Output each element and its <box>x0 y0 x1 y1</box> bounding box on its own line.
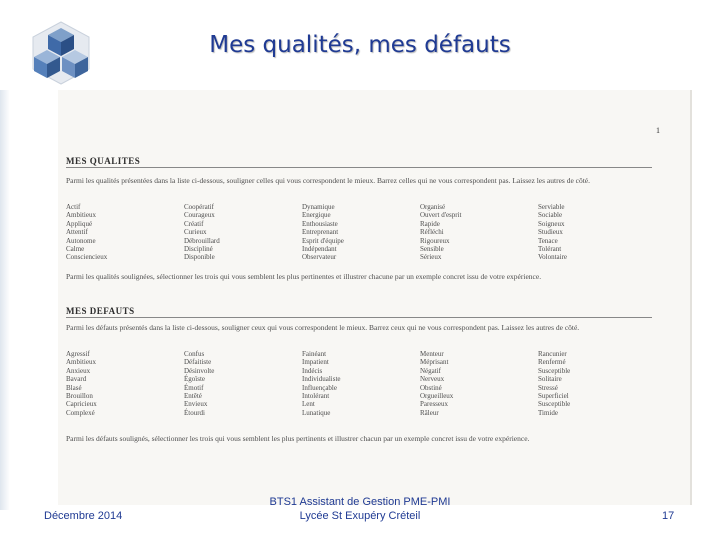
list-item: Stressé <box>538 383 558 392</box>
list-item: Soigneux <box>538 219 565 228</box>
footer-line-1: BTS1 Assistant de Gestion PME-PMI <box>269 496 451 508</box>
slide-title: Mes qualités, mes défauts <box>209 32 511 58</box>
list-item: Attentif <box>66 228 88 237</box>
list-item: Serviable <box>538 203 565 211</box>
list-item: Rigoureux <box>420 236 450 245</box>
list-item: Calme <box>66 245 85 254</box>
list-item: Courageux <box>184 211 215 220</box>
list-item: Sociable <box>538 211 563 220</box>
list-item: Influençable <box>302 383 337 392</box>
document-page-number: 1 <box>656 126 660 135</box>
list-item: Ambitieux <box>66 211 96 220</box>
footer-date: Décembre 2014 <box>44 510 123 522</box>
list-item: Timide <box>538 408 558 417</box>
footer-line-2: Lycée St Exupéry Créteil <box>299 510 421 522</box>
list-item: Envieux <box>184 400 208 409</box>
defauts-followup: Parmi les défauts soulignés, sélectionner les trois qui vous semblent les plus pertinents et illustrer chacun par un exemple concret issu de votre expérience. <box>66 434 530 443</box>
list-item: Dynamique <box>302 203 335 211</box>
list-item: Confus <box>184 350 205 358</box>
list-item: Rancunier <box>538 350 567 358</box>
scanned-document <box>58 90 692 505</box>
list-item: Créatif <box>184 219 204 228</box>
list-item: Ambitieux <box>66 358 96 367</box>
list-item: Bavard <box>66 375 87 384</box>
list-item: Désinvolte <box>184 366 215 375</box>
qualites-heading: MES QUALITES <box>66 156 141 166</box>
list-item: Tenace <box>538 236 558 245</box>
list-item: Obstiné <box>420 383 442 392</box>
list-item: Lunatique <box>302 408 331 417</box>
defauts-instruction: Parmi les défauts présentés dans la liste ci-dessous, souligner ceux qui vous correspondent le mieux. Barrez ceux qui ne vous correspondent pas. Laissez les autres de côté. <box>66 323 580 332</box>
list-item: Indépendant <box>302 245 337 254</box>
defauts-column <box>66 350 184 417</box>
qualites-column <box>420 203 538 262</box>
defauts-heading: MES DEFAUTS <box>66 306 135 316</box>
list-item: Paresseux <box>420 400 448 409</box>
qualites-column <box>184 203 302 262</box>
list-item: Anxieux <box>66 366 91 375</box>
defauts-column <box>302 350 420 417</box>
list-item: Observateur <box>302 253 337 262</box>
list-item: Esprit d'équipe <box>302 236 344 245</box>
list-item: Autonome <box>66 236 96 245</box>
footer-page-number: 17 <box>662 510 675 522</box>
list-item: Studieux <box>538 228 563 237</box>
list-item: Lent <box>302 400 315 409</box>
list-item: Discipliné <box>184 245 213 254</box>
list-item: Organisé <box>420 203 446 211</box>
list-item: Débrouillard <box>184 236 220 245</box>
list-item: Fainéant <box>302 350 327 358</box>
cube-logo-icon <box>30 20 92 86</box>
divider <box>66 167 652 168</box>
footer-school-info <box>210 495 510 523</box>
list-item: Individualiste <box>302 375 341 384</box>
list-item: Nerveux <box>420 375 445 384</box>
list-item: Enthousiaste <box>302 219 338 228</box>
list-item: Négatif <box>420 366 441 375</box>
qualites-list <box>66 203 656 262</box>
list-item: Impatient <box>302 358 329 367</box>
list-item: Agressif <box>66 350 90 358</box>
defauts-column <box>420 350 538 417</box>
list-item: Disponible <box>184 253 215 262</box>
list-item: Étourdi <box>184 408 205 417</box>
list-item: Orgueilleux <box>420 392 454 401</box>
list-item: Complexé <box>66 408 95 417</box>
list-item: Râleur <box>420 408 439 417</box>
list-item: Menteur <box>420 350 444 358</box>
list-item: Energique <box>302 211 331 220</box>
defauts-column <box>538 350 656 417</box>
qualites-instruction: Parmi les qualités présentées dans la liste ci-dessous, souligner celles qui vous correspondent le mieux. Barrez celles qui ne vous correspondent pas. Laissez les autres de côté. <box>66 176 591 185</box>
list-item: Actif <box>66 203 81 211</box>
list-item: Rapide <box>420 219 440 228</box>
list-item: Volontaire <box>538 253 568 262</box>
list-item: Coopératif <box>184 203 214 211</box>
qualites-column <box>538 203 656 262</box>
list-item: Superficiel <box>538 392 569 401</box>
qualites-followup: Parmi les qualités soulignées, sélectionner les trois qui vous semblent les plus pertinentes et illustrer chacune par un exemple concret issu de votre expérience. <box>66 272 542 281</box>
list-item: Appliqué <box>66 219 93 228</box>
list-item: Renfermé <box>538 358 566 367</box>
list-item: Solitaire <box>538 375 562 384</box>
list-item: Consciencieux <box>66 253 108 262</box>
list-item: Susceptible <box>538 400 571 409</box>
list-item: Entreprenant <box>302 228 339 237</box>
list-item: Indécis <box>302 366 323 375</box>
list-item: Tolérant <box>538 245 562 254</box>
decorative-band <box>0 90 10 510</box>
list-item: Ouvert d'esprit <box>420 211 462 220</box>
list-item: Défaitiste <box>184 358 212 367</box>
list-item: Sensible <box>420 245 444 254</box>
list-item: Méprisant <box>420 358 449 367</box>
list-item: Intolérant <box>302 392 330 401</box>
list-item: Curieux <box>184 228 207 237</box>
defauts-column <box>184 350 302 417</box>
list-item: Réfléchi <box>420 228 444 237</box>
list-item: Brouillon <box>66 392 93 401</box>
list-item: Susceptible <box>538 366 571 375</box>
list-item: Émotif <box>184 383 204 392</box>
list-item: Égoïste <box>184 375 205 384</box>
defauts-list <box>66 350 656 417</box>
list-item: Entêté <box>184 392 202 401</box>
list-item: Blasé <box>66 383 82 392</box>
list-item: Capricieux <box>66 400 97 409</box>
qualites-column <box>66 203 184 262</box>
list-item: Sérieux <box>420 253 442 262</box>
divider <box>66 317 652 318</box>
qualites-column <box>302 203 420 262</box>
